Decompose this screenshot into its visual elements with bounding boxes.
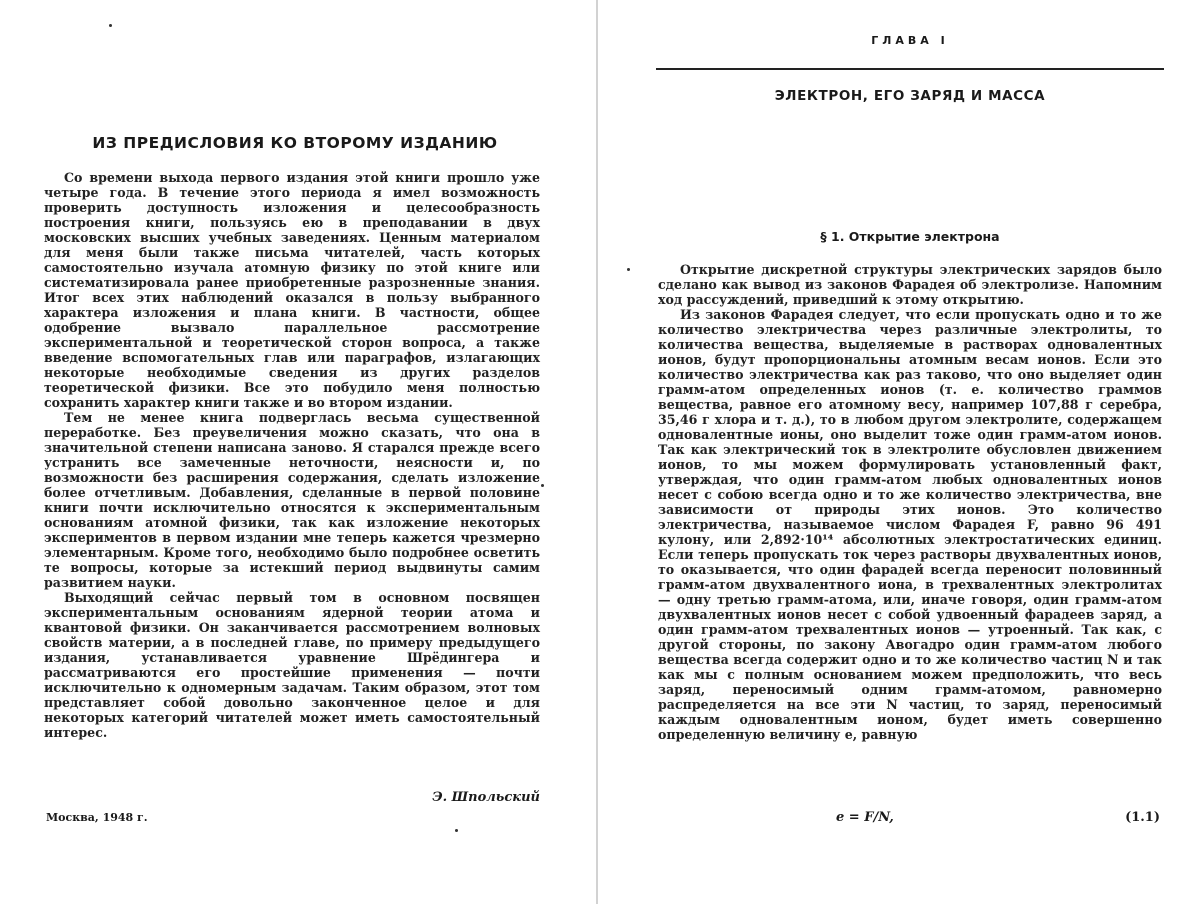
chapter-paragraph: Из законов Фарадея следует, что если пропускать одно и то же количество электричества через различные электролиты, то количества вещества, выделяемые в растворах одновалентных ионов, будут пропорциональны атомным весам ионов. Если это количество электричества как раз таково, что оно выделяет один грамм-атом определенных ионов (т. е. количество граммов вещества, равное его атомному весу, например 107,88 г серебра, 35,46 г хлора и т. д.), то в любом другом электролите, содержащем одновалентные ионы, оно выделит тоже один грамм-атом ионов. Так как электрический ток в электролите обусловлен движением ионов, то мы можем формулировать установленный факт, утверждая, что один грамм-атом любых одновалентных ионов несет с собою всегда одно и то же количество электричества, вне зависимости от природы этих ионов. Это количество электричества, называемое числом Фарадея F, равно 96 491 кулону, или 2,892·10¹⁴ абсолютных электростатических единиц. Если теперь пропускать ток через растворы двухвалентных ионов, то оказывается, что один фарадей всегда переносит половинный грамм-атом двухвалентного иона, в трехвалентных электролитах — одну третью грамм-атома, или, иначе говоря, один грамм-атом двухвалентных ионов несет с собой удвоенный фарадеев заряд, а один грамм-атом трехвалентных ионов — утроенный. Так как, с другой стороны, по закону Авогадро один грамм-атом любого вещества всегда содержит одно и то же количество частиц N и так как мы с полным основанием можем предположить, что весь заряд, переносимый одним грамм-атомом, равномерно распределяется на все эти N частиц, то заряд, переносимый каждым одновалентным ионом, будет иметь совершенно определенную величину e, равную (658, 307, 1162, 742)
preface-paragraph: Со времени выхода первого издания этой книги прошло уже четыре года. В течение этого периода я имел возможность проверить доступность изложения и целесообразность построения книги, пользуясь ею в преподавании в двух московских высших учебных заведениях. Ценным материалом для меня были также письма читателей, часть которых самостоятельно изучала атомную физику по этой книге или систематизировала ранее приобретенные разрозненные знания. Итог всех этих наблюдений оказался в пользу выбранного характера изложения и плана книги. В частности, общее одобрение вызвало параллельное рассмотрение экспериментальной и теоретической сторон вопроса, а также введение вспомогательных глав или параграфов, излагающих некоторые необходимые сведения из других разделов теоретической физики. Все это побудило меня полностью сохранить характер книги также и во втором издании. (44, 170, 540, 410)
running-head: ГЛАВА I (871, 34, 949, 47)
section-title: § 1. Открытие электрона (820, 229, 1000, 244)
preface-body (44, 170, 540, 740)
formula: e = F/N, (836, 810, 894, 825)
preface-paragraph: Тем не менее книга подверглась весьма существенной переработке. Без преувеличения можно сказать, что она в значительной степени написана заново. Я старался прежде всего устранить все замеченные неточности, неясности и, по возможности без расширения содержания, сделать изложение более отчетливым. Добавления, сделанные в первой половине книги почти исключительно относятся к экспериментальным основаниям атомной физики, так как изложение некоторых экспериментов в первом издании мне теперь кажется чрезмерно элементарным. Кроме того, необходимо было подробнее осветить те вопросы, которые за истекший период выдвинуты самим развитием науки. (44, 410, 540, 590)
formula-number: (1.1) (1125, 810, 1160, 825)
print-speck (627, 268, 630, 271)
header-rule (656, 68, 1164, 70)
place-date: Москва, 1948 г. (46, 811, 148, 824)
chapter-body (658, 262, 1162, 742)
preface-paragraph: Выходящий сейчас первый том в основном посвящен экспериментальным основаниям ядерной теории атома и квантовой физики. Он заканчивается рассмотрением волновых свойств материи, а в последней главе, по примеру предыдущего издания, устанавливается уравнение Шрёдингера и рассматриваются его простейшие применения — почти исключительно к одномерным задачам. Таким образом, этот том представляет собой довольно законченное целое и для некоторых категорий читателей может иметь самостоятельный интерес. (44, 590, 540, 740)
author-signature: Э. Шпольский (432, 790, 540, 805)
preface-title: ИЗ ПРЕДИСЛОВИЯ КО ВТОРОМУ ИЗДАНИЮ (92, 134, 498, 152)
right-page (656, 0, 1164, 904)
chapter-paragraph: Открытие дискретной структуры электрических зарядов было сделано как вывод из законов Фарадея об электролизе. Напомним ход рассуждений, приведший к этому открытию. (658, 262, 1162, 307)
left-page (44, 0, 546, 904)
page-fold (596, 0, 598, 904)
chapter-title: ЭЛЕКТРОН, ЕГО ЗАРЯД И МАССА (774, 88, 1046, 104)
